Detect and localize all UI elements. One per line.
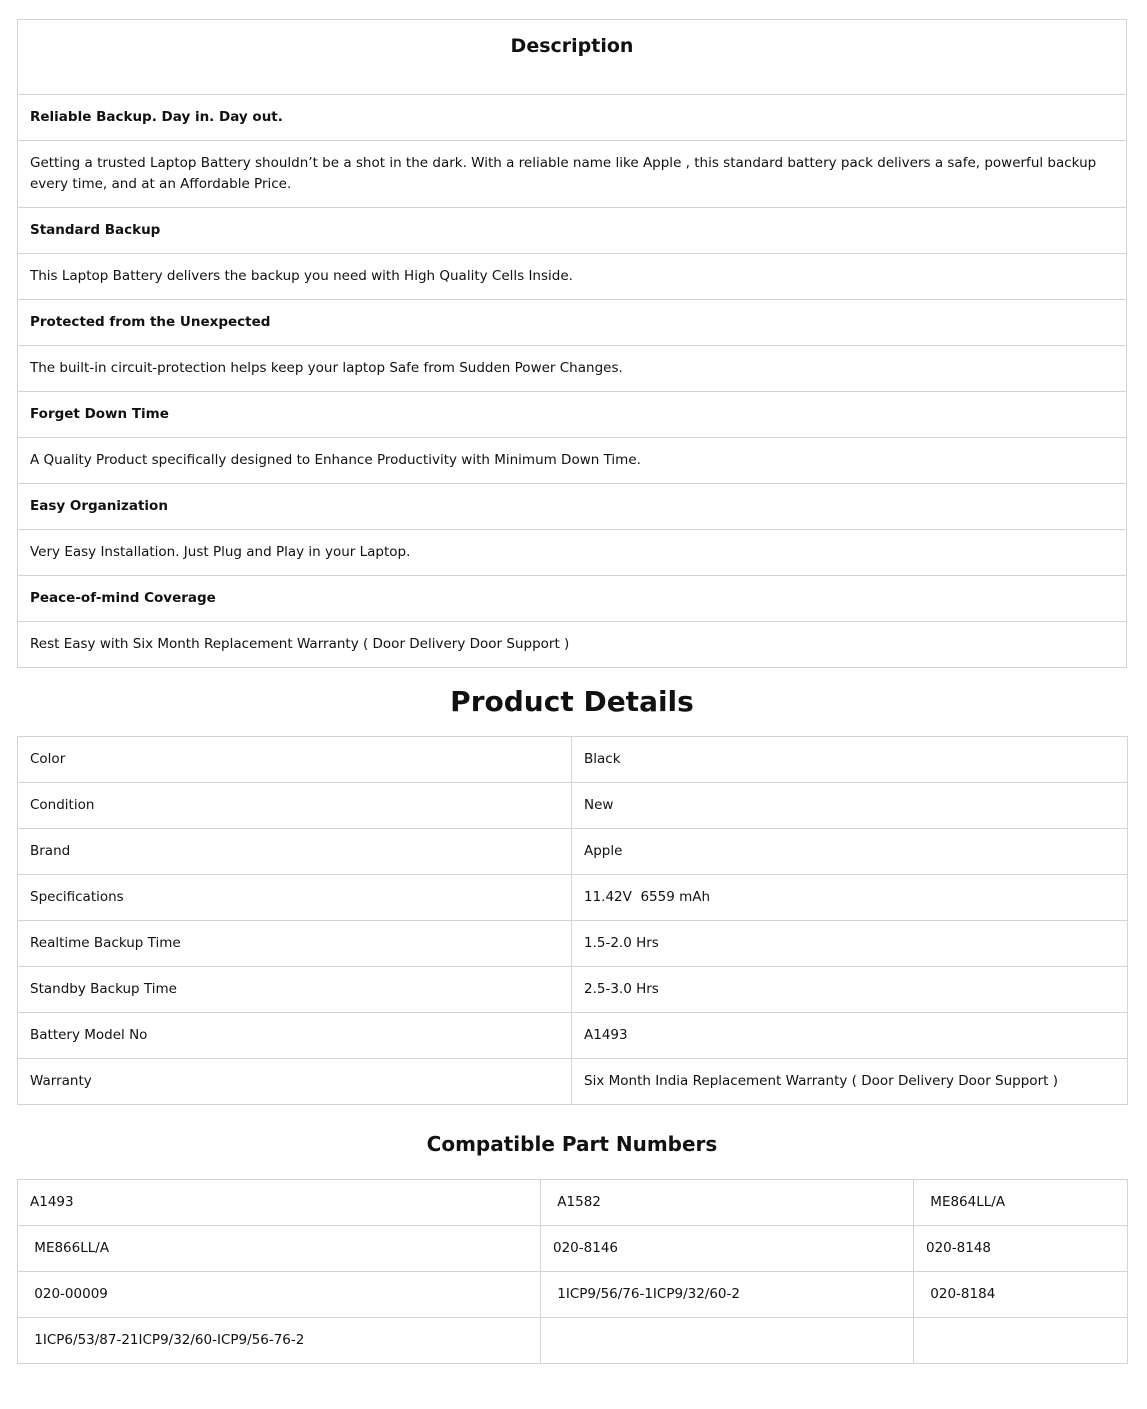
description-heading: Standard Backup [18,208,1127,254]
part-number-cell: 020-8148 [914,1226,1128,1272]
description-row [18,622,1127,668]
description-row [18,484,1127,530]
description-row [18,346,1127,392]
description-text: Rest Easy with Six Month Replacement Warranty ( Door Delivery Door Support ) [18,622,1127,668]
description-table [17,19,1127,668]
part-number-cell: 020-8184 [914,1272,1128,1318]
description-text: This Laptop Battery delivers the backup you need with High Quality Cells Inside. [18,254,1127,300]
detail-row [18,1059,1128,1105]
detail-label: Battery Model No [18,1013,572,1059]
detail-row [18,829,1128,875]
description-text: Getting a trusted Laptop Battery shouldn’t be a shot in the dark. With a reliable name like Apple , this standard battery pack delivers a safe, powerful backup every time, and at an Affordable Price. [18,141,1127,208]
detail-row [18,1013,1128,1059]
description-row [18,300,1127,346]
description-heading: Forget Down Time [18,392,1127,438]
detail-label: Brand [18,829,572,875]
part-row [18,1226,1128,1272]
detail-row [18,783,1128,829]
description-row [18,208,1127,254]
description-heading: Easy Organization [18,484,1127,530]
description-title: Description [18,20,1127,95]
description-row [18,392,1127,438]
compatible-parts-title: Compatible Part Numbers [426,1132,718,1156]
part-row [18,1318,1128,1364]
detail-value: Black [572,737,1128,783]
part-number-cell: 020-8146 [541,1226,914,1272]
part-number-cell: 020-00009 [18,1272,541,1318]
detail-label: Condition [18,783,572,829]
description-row [18,95,1127,141]
detail-row [18,737,1128,783]
part-row [18,1180,1128,1226]
description-text: Very Easy Installation. Just Plug and Play in your Laptop. [18,530,1127,576]
description-heading: Protected from the Unexpected [18,300,1127,346]
compatible-parts-table [17,1179,1128,1364]
description-header-row [18,20,1127,95]
description-row [18,438,1127,484]
product-details-title: Product Details [450,685,694,718]
part-number-cell-empty [914,1318,1128,1364]
detail-label: Color [18,737,572,783]
detail-row [18,921,1128,967]
detail-value: 1.5-2.0 Hrs [572,921,1128,967]
part-number-cell: 1ICP6/53/87-21ICP9/32/60-ICP9/56-76-2 [18,1318,541,1364]
detail-label: Warranty [18,1059,572,1105]
part-number-cell: 1ICP9/56/76-1ICP9/32/60-2 [541,1272,914,1318]
description-row [18,530,1127,576]
part-number-cell: ME864LL/A [914,1180,1128,1226]
detail-value: A1493 [572,1013,1128,1059]
part-number-cell: A1493 [18,1180,541,1226]
detail-value: 11.42V 6559 mAh [572,875,1128,921]
detail-label: Standby Backup Time [18,967,572,1013]
detail-row [18,967,1128,1013]
product-details-table [17,736,1128,1105]
description-row [18,254,1127,300]
description-heading: Peace-of-mind Coverage [18,576,1127,622]
description-row [18,576,1127,622]
detail-value: New [572,783,1128,829]
detail-row [18,875,1128,921]
description-text: The built-in circuit-protection helps keep your laptop Safe from Sudden Power Changes. [18,346,1127,392]
description-row [18,141,1127,208]
description-heading: Reliable Backup. Day in. Day out. [18,95,1127,141]
part-number-cell: A1582 [541,1180,914,1226]
product-info-container [17,19,1127,1364]
description-text: A Quality Product specifically designed to Enhance Productivity with Minimum Down Time. [18,438,1127,484]
part-number-cell-empty [541,1318,914,1364]
detail-value: Apple [572,829,1128,875]
part-row [18,1272,1128,1318]
part-number-cell: ME866LL/A [18,1226,541,1272]
detail-label: Specifications [18,875,572,921]
detail-value: 2.5-3.0 Hrs [572,967,1128,1013]
detail-label: Realtime Backup Time [18,921,572,967]
detail-value: Six Month India Replacement Warranty ( Door Delivery Door Support ) [572,1059,1128,1105]
